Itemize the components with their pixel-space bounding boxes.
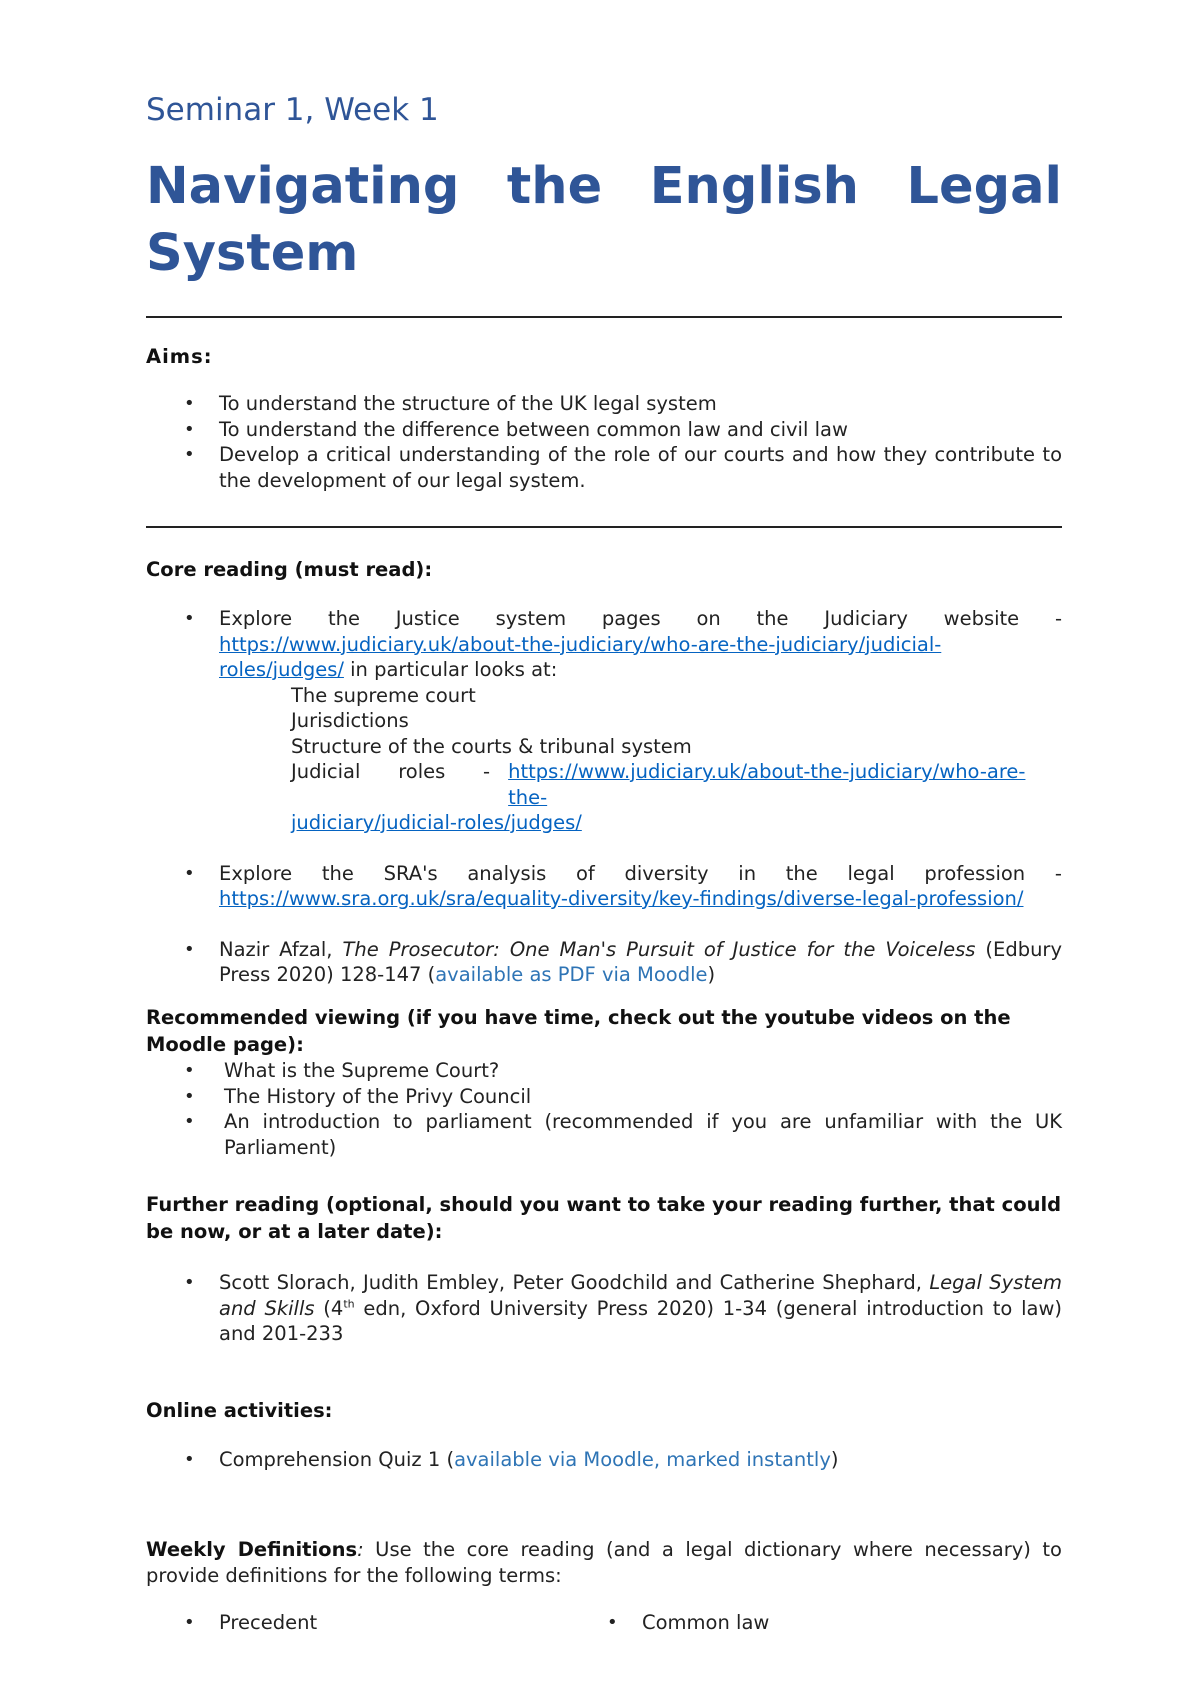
word: - <box>483 760 491 783</box>
further-reading-section <box>146 1191 1062 1347</box>
online-activities-section <box>146 1399 1062 1473</box>
list-item <box>146 937 1062 988</box>
book-title: Legal System and Skills <box>219 1271 1062 1320</box>
list-item: • An introduction to parliament (recommended if you are unfamiliar with the UK Parliament) <box>146 1109 1062 1160</box>
quiz-label: Comprehension Quiz 1 ( <box>219 1448 455 1471</box>
page-title <box>146 153 1062 287</box>
title-word: Navigating <box>146 157 460 216</box>
list-item <box>604 1610 1062 1636</box>
list-item: • What is the Supreme Court? <box>146 1058 1062 1084</box>
title-line-2: System <box>146 224 359 283</box>
word: the <box>756 607 789 630</box>
judicial-roles-link[interactable]: judiciary/judicial-roles/judges/ <box>291 811 582 834</box>
word: the <box>327 607 360 630</box>
sub-item: The supreme court <box>291 683 476 707</box>
edition-superscript: th <box>343 1297 355 1310</box>
word: website <box>943 607 1020 630</box>
divider <box>146 316 1062 318</box>
word: on <box>696 607 721 630</box>
justified-line <box>219 861 1062 887</box>
list-item <box>146 1447 1062 1473</box>
list-item <box>146 861 1062 912</box>
author: Nazir Afzal, <box>219 937 343 961</box>
title-word: English <box>649 157 859 216</box>
viewing-heading: Recommended viewing (if you have time, check out the youtube videos on the Moodle page): <box>146 1006 1011 1056</box>
word: legal <box>847 861 895 885</box>
publication: (Edbury Press 2020) 128-147 ( <box>219 937 1062 986</box>
definitions-heading: Weekly Definitions <box>146 1538 358 1561</box>
aims-section <box>146 345 1062 493</box>
list-item: • To understand the difference between common law and civil law <box>146 417 1062 443</box>
word: of <box>575 861 595 885</box>
moodle-availability-link[interactable]: available as PDF via Moodle <box>435 963 708 986</box>
judicial-roles-link[interactable]: https://www.judiciary.uk/about-the-judiciary/who-are-the- <box>508 760 1026 809</box>
justified-line <box>219 606 1062 632</box>
quiz-moodle-link[interactable]: available via Moodle, marked instantly <box>454 1448 831 1471</box>
edition-details: edn, Oxford University Press 2020) 1-34 (general introduction to law) and 201-233 <box>219 1296 1063 1345</box>
core-reading-section <box>146 558 1062 988</box>
list-item <box>146 1270 1062 1347</box>
judiciary-link[interactable]: https://www.judiciary.uk/about-the-judiciary/who-are-the-judiciary/judicial- <box>219 632 942 656</box>
word: SRA's <box>383 861 438 885</box>
word: profession <box>924 861 1026 885</box>
aims-heading: Aims: <box>146 345 213 368</box>
sra-link[interactable]: https://www.sra.org.uk/sra/equality-diversity/key-findings/diverse-legal-profession/ <box>219 887 1024 910</box>
sub-item: Structure of the courts & tribunal system <box>291 734 692 758</box>
word: - <box>1054 607 1062 630</box>
judiciary-link[interactable]: roles/judges/ <box>219 658 344 681</box>
divider <box>146 526 1062 528</box>
word: Judicial <box>291 760 361 783</box>
word: the <box>321 861 354 885</box>
definitions-section <box>146 1537 1062 1589</box>
title-word: Legal <box>906 157 1062 216</box>
paren: ) <box>830 1448 839 1471</box>
paren: ) <box>707 963 716 986</box>
list-item: • To understand the structure of the UK legal system <box>146 391 1062 417</box>
word: in <box>738 861 757 885</box>
word: the <box>785 861 818 885</box>
sub-item: Jurisdictions <box>291 709 409 732</box>
sub-item <box>146 759 1062 836</box>
word: • Explore <box>219 861 293 885</box>
word: - <box>1054 861 1062 885</box>
book-title: The Prosecutor: One Man's Pursuit of Justice for the Voiceless <box>342 937 976 961</box>
judicial-roles-label <box>291 759 490 810</box>
term: Common law <box>642 1611 770 1634</box>
title-line-1 <box>146 153 1062 220</box>
title-word: the <box>506 157 603 216</box>
list-item: • Precedent <box>146 1610 604 1636</box>
online-activities-heading: Online activities: <box>146 1399 333 1422</box>
word: system <box>495 607 567 630</box>
link-suffix: in particular looks at: <box>343 658 558 681</box>
core-reading-heading: Core reading (must read): <box>146 558 433 581</box>
word: diversity <box>624 861 709 885</box>
definitions-terms <box>146 1610 1062 1636</box>
authors: Scott Slorach, Judith Embley, Peter Goodchild and Catherine Shephard, <box>219 1271 930 1294</box>
word: Judiciary <box>824 607 908 630</box>
seminar-subtitle: Seminar 1, Week 1 <box>146 92 439 128</box>
definitions-instructions: Use the core reading (and a legal dictionary where necessary) to provide definitions for the following terms: <box>146 1538 1062 1587</box>
word: Justice <box>395 607 460 630</box>
word: pages <box>601 607 661 630</box>
colon: : <box>357 1538 364 1561</box>
edition: (4 <box>314 1296 344 1320</box>
viewing-section <box>146 1004 1062 1160</box>
word: • Explore <box>219 607 293 630</box>
word: analysis <box>467 861 547 885</box>
list-item: • Develop a critical understanding of the role of our courts and how they contribute to the development of our legal system. <box>146 442 1062 493</box>
list-item <box>146 606 1062 683</box>
word: roles <box>398 760 446 783</box>
list-item: • The History of the Privy Council <box>146 1084 1062 1110</box>
further-reading-heading: Further reading (optional, should you want to take your reading further, that could be now, or at a later date): <box>146 1193 1062 1243</box>
